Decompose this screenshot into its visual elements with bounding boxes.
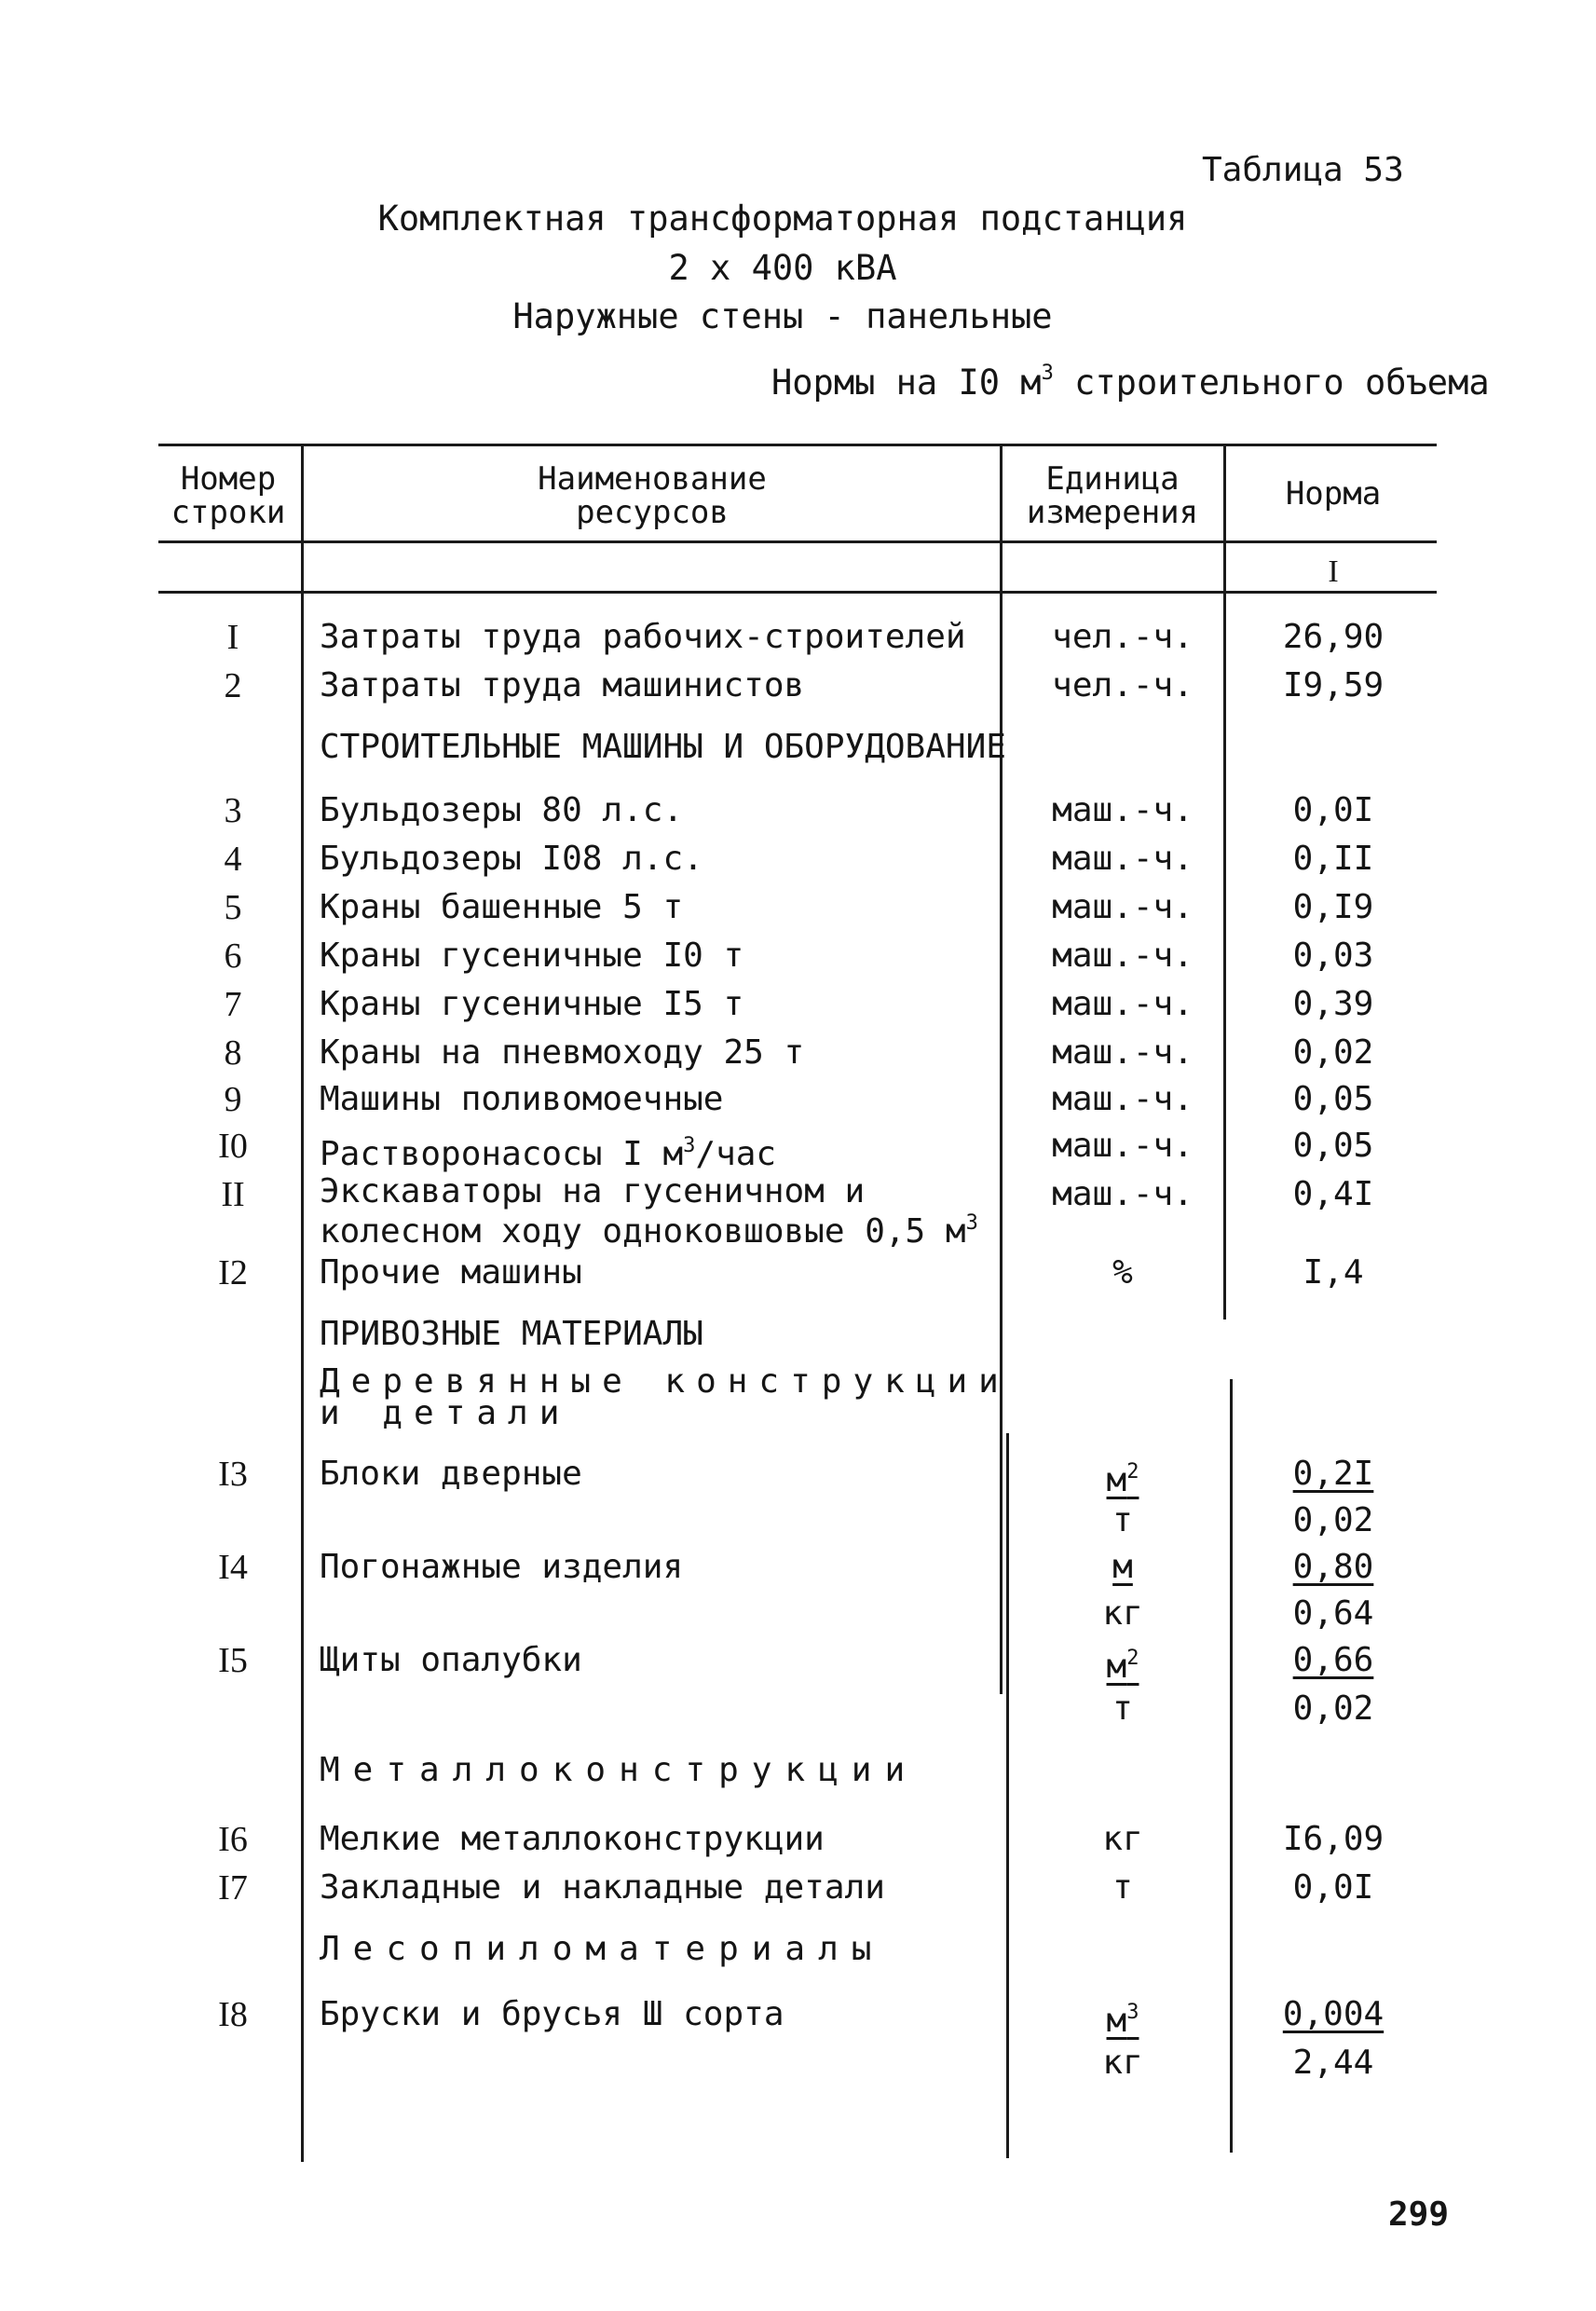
row-number: I5	[218, 1641, 248, 1680]
table-title: Комплектная трансформаторная подстанция	[377, 198, 1188, 239]
resource-name: Бруски и брусья Ш сорта	[320, 1995, 784, 2033]
unit: маш.-ч.	[1052, 1175, 1194, 1213]
norm-value-secondary: 0,64	[1292, 1594, 1374, 1633]
unit-primary: $м^2$	[1106, 1460, 1139, 1499]
resource-name: Экскаваторы на гусеничном и колесном ходу одноковшовые 0,5 $м^3$	[320, 1172, 978, 1251]
resource-name: Щиты опалубки	[320, 1641, 582, 1679]
norm-value: 0,0I	[1292, 791, 1374, 829]
row-number: I7	[218, 1868, 248, 1908]
resource-name: Прочие машины	[320, 1253, 582, 1292]
unit: чел.-ч.	[1052, 666, 1194, 704]
subsection-heading-wood: Деревянные конструкции и детали	[320, 1362, 1010, 1432]
row-number: I0	[218, 1127, 248, 1166]
unit-secondary: т	[1112, 1501, 1133, 1539]
resource-name: Затраты труда машинистов	[320, 666, 805, 704]
page-number: 299	[1388, 2195, 1450, 2234]
table-top-rule	[158, 444, 1437, 446]
unit: т	[1112, 1868, 1133, 1907]
unit-secondary: кг	[1102, 1594, 1143, 1633]
row-number: I3	[218, 1455, 248, 1494]
resource-name: Бульдозеры 80 л.с.	[320, 791, 684, 829]
unit: маш.-ч.	[1052, 937, 1194, 975]
norm-value: 0,05	[1292, 1127, 1374, 1165]
row-number: 9	[224, 1080, 242, 1119]
table-subtitle-capacity: 2 х 400 кВА	[668, 248, 897, 288]
column-divider-2	[1000, 445, 1003, 1694]
norm-value: I9,59	[1282, 666, 1385, 704]
section-heading-machines: СТРОИТЕЛЬНЫЕ МАШИНЫ И ОБОРУДОВАНИЕ	[320, 728, 1006, 766]
col-header-resource: Наименование ресурсов	[538, 460, 767, 531]
unit-primary: м	[1112, 1548, 1133, 1586]
row-number: 4	[224, 840, 242, 879]
norm-value: 0,05	[1292, 1080, 1374, 1118]
row-number: I8	[218, 1995, 248, 2034]
unit: маш.-ч.	[1052, 1033, 1194, 1072]
unit-secondary: кг	[1102, 2044, 1143, 2082]
unit: маш.-ч.	[1052, 791, 1194, 829]
norm-value: I6,09	[1282, 1820, 1385, 1858]
unit: маш.-ч.	[1052, 1127, 1194, 1165]
norm-value: 0,0I	[1292, 1868, 1374, 1907]
row-number: I6	[218, 1820, 248, 1859]
section-heading-materials: ПРИВОЗНЫЕ МАТЕРИАЛЫ	[320, 1315, 703, 1353]
norm-value-primary: 0,66	[1292, 1641, 1374, 1679]
table-number: Таблица 53	[1202, 151, 1404, 189]
table-index-rule	[158, 591, 1437, 594]
row-number: I4	[218, 1548, 248, 1587]
resource-name: Закладные и накладные детали	[320, 1868, 885, 1907]
subsection-heading-lumber: Лесопиломатериалы	[320, 1930, 885, 1968]
norm-value-primary: 0,80	[1292, 1548, 1374, 1586]
subsection-heading-metal: Металлоконструкции	[320, 1751, 919, 1789]
row-number: I	[226, 618, 239, 657]
unit-secondary: т	[1112, 1689, 1133, 1728]
unit: маш.-ч.	[1052, 985, 1194, 1023]
unit-primary: $м^3$	[1106, 2001, 1139, 2040]
norm-value: 0,II	[1292, 840, 1374, 878]
unit: %	[1112, 1253, 1133, 1292]
row-number: 6	[224, 937, 242, 976]
unit-primary: $м^2$	[1106, 1647, 1139, 1686]
table-header-rule	[158, 540, 1437, 543]
norm-value: 26,90	[1282, 618, 1385, 656]
norm-value-secondary: 0,02	[1292, 1689, 1374, 1728]
norm-value: 0,I9	[1292, 888, 1374, 926]
unit: кг	[1102, 1820, 1143, 1858]
resource-name: Краны гусеничные I0 т	[320, 937, 744, 975]
table-subtitle-walls: Наружные стены - панельные	[512, 296, 1053, 336]
row-number: 2	[224, 666, 242, 705]
col-header-row-number: Номер строки	[171, 460, 286, 531]
col-header-norm: Норма	[1285, 475, 1382, 513]
col-header-norm-index: I	[1328, 554, 1339, 589]
norm-value-primary: 0,2I	[1292, 1455, 1374, 1493]
resource-name: Машины поливомоечные	[320, 1080, 724, 1118]
resource-name: Затраты труда рабочих-строителей	[320, 618, 966, 656]
resource-name: Мелкие металлоконструкции	[320, 1820, 825, 1858]
unit: маш.-ч.	[1052, 888, 1194, 926]
unit: маш.-ч.	[1052, 840, 1194, 878]
unit: маш.-ч.	[1052, 1080, 1194, 1118]
row-number: II	[221, 1175, 245, 1214]
norm-value: 0,39	[1292, 985, 1374, 1023]
norm-value-primary: 0,004	[1282, 1995, 1385, 2033]
col-header-unit: Единица измерения	[1026, 460, 1199, 531]
norm-value: 0,02	[1292, 1033, 1374, 1072]
norms-basis: Нормы на I0 $м^3$ строительного объема	[771, 362, 1490, 403]
resource-name: Погонажные изделия	[320, 1548, 684, 1586]
resource-name: Бульдозеры I08 л.с.	[320, 840, 703, 878]
norm-value-secondary: 0,02	[1292, 1501, 1374, 1539]
resource-name: Краны башенные 5 т	[320, 888, 684, 926]
resource-name: Блоки дверные	[320, 1455, 582, 1493]
unit: чел.-ч.	[1052, 618, 1194, 656]
column-divider-2b	[1006, 1433, 1009, 2158]
row-number: 8	[224, 1033, 242, 1073]
norm-value: 0,03	[1292, 937, 1374, 975]
norm-value: I,4	[1303, 1253, 1364, 1292]
row-number: 5	[224, 888, 242, 927]
norm-value-secondary: 2,44	[1292, 2044, 1374, 2082]
row-number: 7	[224, 985, 242, 1024]
row-number: 3	[224, 791, 242, 830]
resource-name: Растворонасосы I $м^3$/час	[320, 1134, 777, 1173]
row-number: I2	[218, 1253, 248, 1292]
resource-name: Краны на пневмоходу 25 т	[320, 1033, 805, 1072]
norm-value: 0,4I	[1292, 1175, 1374, 1213]
resource-name: Краны гусеничные I5 т	[320, 985, 744, 1023]
